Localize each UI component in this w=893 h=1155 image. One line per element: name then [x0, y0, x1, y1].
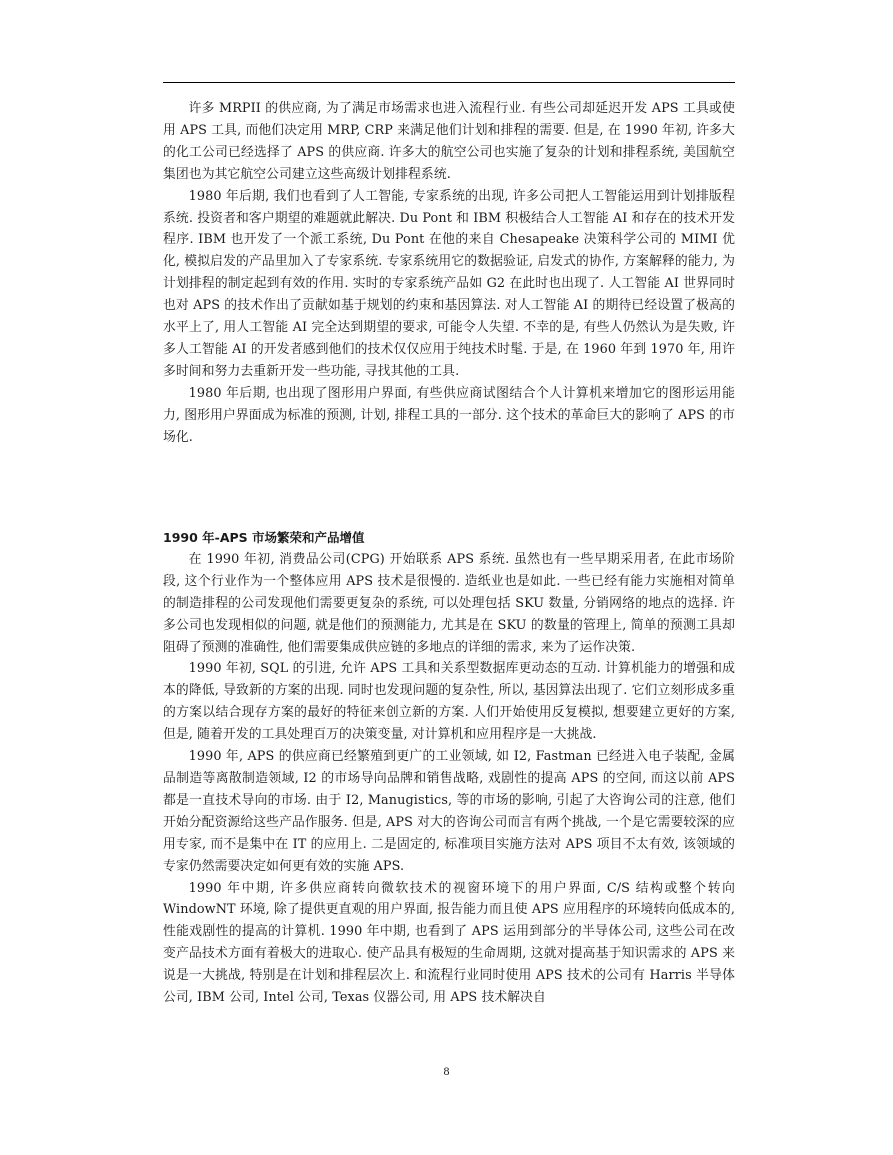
section-1	[163, 98, 735, 449]
section-2	[163, 527, 735, 1009]
paragraph: 1980 年后期, 我们也看到了人工智能, 专家系统的出现, 许多公司把人工智能运用到计划排版程系统. 投资者和客户期望的难题就此解决. Du Pont 和 IBM 积极结合人工智能 AI 和存在的技术开发程序. IBM 也开发了一个派工系统, Du Pont 在他的来自 Chesapeake 决策科学公司的 MIMI 优化, 模拟启发的产品里加入了专家系统. 专家系统用它的数据验证, 启发式的协作, 方案解释的能力, 为计划排程的制定起到有效的作用. 实时的专家系统产品如 G2 在此时也出现了. 人工智能 AI 世界同时也对 APS 的技术作出了贡献如基于规划的约束和基因算法. 对人工智能 AI 的期待已经设置了极高的水平上了, 用人工智能 AI 完全达到期望的要求, 可能令人失望. 不幸的是, 有些人仍然认为是失败, 许多人工智能 AI 的开发者感到他们的技术仅仅应用于纯技术时髦. 于是, 在 1960 年到 1970 年, 用许多时间和努力去重新开发一些功能, 寻找其他的工具.	[163, 188, 735, 379]
page-number: 8	[443, 1064, 450, 1078]
header-rule	[163, 82, 735, 83]
paragraph: 1980 年后期, 也出现了图形用户界面, 有些供应商试图结合个人计算机来增加它的图形运用能力, 图形用户界面成为标准的预测, 计划, 排程工具的一部分. 这个技术的革命巨大的影响了 APS 的市场化.	[163, 385, 735, 445]
section-heading: 1990 年-APS 市场繁荣和产品增值	[163, 530, 365, 545]
paragraph: 1990 年初, SQL 的引进, 允许 APS 工具和关系型数据库更动态的互动. 计算机能力的增强和成本的降低, 导致新的方案的出现. 同时也发现问题的复杂性, 所以, 基因算法出现了. 它们立刻形成多重的方案以结合现存方案的最好的特征来创立新的方案. 人们开始使用反复模拟, 想要建立更好的方案, 但是, 随着开发的工具处理百万的决策变量, 对计算机和应用程序是一大挑战.	[163, 661, 735, 743]
paragraph: 1990 年中期, 许多供应商转向微软技术的视窗环境下的用户界面, C/S 结构或整个转向 WindowNT 环境, 除了提供更直观的用户界面, 报告能力而且使 APS 应用程序的环境转向低成本的, 性能戏剧性的提高的计算机. 1990 年中期, 也看到了 APS 运用到部分的半导体公司, 这些公司在改变产品技术方面有着极大的进取心. 使产品具有极短的生命周期, 这就对提高基于知识需求的 APS 来说是一大挑战, 特别是在计划和排程层次上. 和流程行业同时使用 APS 技术的公司有 Harris 半导体公司, IBM 公司, Intel 公司, Texas 仪器公司, 用 APS 技术解决自	[163, 880, 735, 1006]
paragraph: 1990 年, APS 的供应商已经繁殖到更广的工业领域, 如 I2, Fastman 已经进入电子装配, 金属品制造等离散制造领域, I2 的市场导向品牌和销售战略, 戏剧性的提高 APS 的空间, 而这以前 APS 都是一直技术导向的市场. 由于 I2, Manugistics, 等的市场的影响, 引起了大咨询公司的注意, 他们开始分配资源给这些产品作服务. 但是, APS 对大的咨询公司而言有两个挑战, 一个是它需要较深的应用专家, 而不是集中在 IT 的应用上. 二是固定的, 标准项目实施方法对 APS 项目不太有效, 该领域的专家仍然需要决定如何更有效的实施 APS.	[163, 749, 735, 874]
paragraph: 在 1990 年初, 消费品公司(CPG) 开始联系 APS 系统. 虽然也有一些早期采用者, 在此市场阶段, 这个行业作为一个整体应用 APS 技术是很慢的. 造纸业也是如此. 一些已经有能力实施相对简单的制造排程的公司发现他们需要更复杂的系统, 可以处理包括 SKU 数量, 分销网络的地点的选择. 许多公司也发现相似的问题, 就是他们的预测能力, 尤其是在 SKU 的数量的管理上, 简单的预测工具却阻碍了预测的准确性, 他们需要集成供应链的多地点的详细的需求, 来为了运作决策.	[163, 551, 735, 655]
paragraph: 许多 MRPII 的供应商, 为了满足市场需求也进入流程行业. 有些公司却延迟开发 APS 工具或使用 APS 工具, 而他们决定用 MRP, CRP 来满足他们计划和排程的需要. 但是, 在 1990 年初, 许多大的化工公司已经选择了 APS 的供应商. 许多大的航空公司也实施了复杂的计划和排程系统, 美国航空集团也为其它航空公司建立这些高级计划排程系统.	[163, 101, 735, 182]
